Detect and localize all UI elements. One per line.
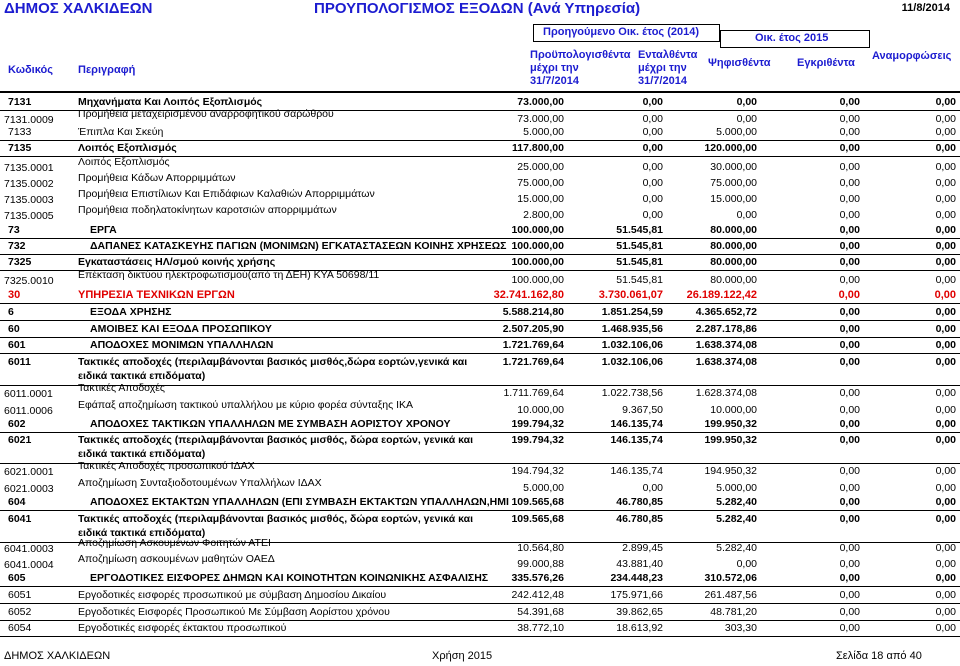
row-voted: 199.950,32 [704,418,757,430]
row-approved: 0,00 [839,356,860,368]
row-approved: 0,00 [839,240,860,252]
row-approved: 0,00 [839,482,860,494]
row-code: 30 [8,289,21,301]
row-revisions: 0,00 [935,240,956,252]
row-budgeted: 1.721.769,64 [502,339,564,351]
row-separator [0,254,960,255]
row-code: 732 [8,240,26,252]
row-separator [0,303,960,304]
row-budgeted: 1.711.769,64 [503,387,564,399]
row-description: Εργοδοτικές εισφορές έκτακτου προσωπικού [78,622,287,634]
row-approved: 0,00 [839,606,860,618]
row-budgeted: 75.000,00 [517,177,564,189]
col-budgeted-header: Προϋπολογισθέντα μέχρι την 31/7/2014 [530,49,631,87]
row-approved: 0,00 [839,113,860,125]
row-code: 6051 [8,589,32,601]
row-budgeted: 100.000,00 [511,240,564,252]
row-budgeted: 15.000,00 [517,193,564,205]
row-revisions: 0,00 [935,113,956,125]
row-approved: 0,00 [839,496,860,508]
header-separator [0,91,960,93]
row-voted: 80.000,00 [710,274,757,286]
row-voted: 0,00 [736,113,757,125]
row-voted: 80.000,00 [710,240,757,252]
row-description: Προμήθεια Κάδων Απορριμμάτων [78,172,236,184]
row-description: ΔΑΠΑΝΕΣ ΚΑΤΑΣΚΕΥΗΣ ΠΑΓΙΩΝ (ΜΟΝΙΜΩΝ) ΕΓΚΑΤΑΣΤΑΣΕΩΝ ΚΟΙΝΗΣ ΧΡΗΣΕΩΣ [90,240,507,252]
row-approved: 0,00 [839,96,860,108]
row-voted: 10.000,00 [710,404,757,416]
row-budgeted: 54.391,68 [517,606,564,618]
row-voted: 1.628.374,08 [695,387,757,399]
row-approved: 0,00 [839,339,860,351]
row-code: 7325 [8,256,32,268]
row-revisions: 0,00 [935,339,956,351]
row-description: Τακτικές αποδοχές (περιλαμβάνονται βασικός μισθός, δώρα εορτών, γενικά και [78,513,474,525]
row-code: 7131.0009 [4,114,54,126]
row-code: 7131 [8,96,32,108]
row-committed: 1.032.106,06 [601,356,663,368]
row-budgeted: 100.000,00 [511,224,564,236]
row-committed: 234.448,23 [610,572,663,584]
row-revisions: 0,00 [935,387,956,399]
row-voted: 303,30 [724,622,757,634]
row-committed: 51.545,81 [616,256,663,268]
row-description: ΕΡΓΟΔΟΤΙΚΕΣ ΕΙΣΦΟΡΕΣ ΔΗΜΩΝ ΚΑΙ ΚΟΙΝΟΤΗΤΩΝ ΚΟΙΝΩΝΙΚΗΣ ΑΣΦΑΛΙΣΗΣ [90,572,489,584]
row-revisions: 0,00 [935,606,956,618]
row-code: 60 [8,323,20,335]
row-code: 7135.0005 [4,210,54,222]
row-budgeted: 2.507.205,90 [502,323,564,335]
row-revisions: 0,00 [935,356,956,368]
row-code: 7133 [8,126,32,138]
col-committed-header-2: μέχρι την [638,62,687,74]
row-description: Τακτικές αποδοχές (περιλαμβάνονται βασικός μισθός,δώρα εορτών,γενικά και [78,356,468,368]
row-budgeted: 73.000,00 [517,113,564,125]
row-revisions: 0,00 [935,558,956,570]
row-code: 6054 [8,622,32,634]
row-committed: 146.135,74 [610,418,663,430]
footer-fiscal-year: Χρήση 2015 [432,650,493,662]
row-description: Προμήθεια μεταχειρισμένου αναρροφητικού σαρώθρου [78,108,334,120]
row-separator [0,636,960,637]
row-code: 7135.0001 [4,162,54,174]
row-revisions: 0,00 [935,323,956,335]
row-code: 6041.0004 [4,559,54,571]
row-voted: 80.000,00 [710,256,757,268]
row-budgeted: 2.800,00 [523,209,564,221]
row-committed: 0,00 [642,96,663,108]
row-revisions: 0,00 [935,404,956,416]
row-separator [0,510,960,511]
municipality-title: ΔΗΜΟΣ ΧΑΛΚΙΔΕΩΝ [4,0,153,17]
row-revisions: 0,00 [935,418,956,430]
col-voted-header: Ψηφισθέντα [708,57,771,69]
row-voted: 15.000,00 [710,193,757,205]
row-code: 605 [8,572,26,584]
row-description-cont: ειδικά τακτικά επιδόματα) [78,527,206,539]
row-budgeted: 100.000,00 [511,274,564,286]
row-budgeted: 335.576,26 [511,572,564,584]
row-revisions: 0,00 [935,434,956,446]
row-separator [0,238,960,239]
row-description: ΑΜΟΙΒΕΣ ΚΑΙ ΕΞΟΔΑ ΠΡΟΣΩΠΙΚΟΥ [90,323,272,335]
row-description: Εφάπαξ αποζημίωση τακτικού υπαλλήλου με κύριο φορέα σύνταξης ΙΚΑ [78,399,414,411]
row-code: 7135.0002 [4,178,54,190]
row-revisions: 0,00 [935,274,956,286]
row-code: 7135.0003 [4,194,54,206]
row-description: Τακτικές αποδοχές (περιλαμβάνονται βασικός μισθός, δώρα εορτών, γενικά και [78,434,474,446]
col-revisions-header: Αναμορφώσεις [872,50,952,62]
row-voted: 199.950,32 [704,434,757,446]
row-description: Αποζημίωση ασκουμένων μαθητών ΟΑΕΔ [78,553,275,565]
row-revisions: 0,00 [935,193,956,205]
row-code: 6011.0001 [4,388,53,400]
row-voted: 5.282,40 [716,496,757,508]
row-committed: 0,00 [642,161,663,173]
row-voted: 80.000,00 [710,224,757,236]
row-approved: 0,00 [839,177,860,189]
row-description-cont: ειδικά τακτικά επιδόματα) [78,370,206,382]
row-approved: 0,00 [839,387,860,399]
row-description: ΕΞΟΔΑ ΧΡΗΣΗΣ [90,306,172,318]
row-budgeted: 10.564,80 [517,542,564,554]
row-description: Τακτικές Αποδοχές προσωπικού ΙΔΑΧ [78,460,255,472]
col-code-header: Κωδικός [8,64,53,76]
row-description: Αποζημίωση Συνταξιοδοτουμένων Υπαλλήλων ΙΔΑΧ [78,477,322,489]
prev-year-label: Προηγούμενο Οικ. έτος (2014) [543,26,699,38]
row-separator [0,353,960,354]
row-description: Λοιπός Εξοπλισμός [78,156,170,168]
row-voted: 5.000,00 [716,482,757,494]
col-committed-header-3: 31/7/2014 [638,75,687,87]
row-revisions: 0,00 [935,306,956,318]
row-revisions: 0,00 [935,496,956,508]
row-voted: 0,00 [736,558,757,570]
row-revisions: 0,00 [935,256,956,268]
row-committed: 1.022.738,56 [601,387,663,399]
row-description: ΑΠΟΔΟΧΕΣ ΕΚΤΑΚΤΩΝ ΥΠΑΛΛΗΛΩΝ (ΕΠΙ ΣΥΜΒΑΣΗ ΕΚΤΑΚΤΩΝ ΥΠΑΛΛΗΛΩΝ,ΗΜΙ [90,496,509,508]
row-voted: 310.572,06 [704,572,757,584]
row-revisions: 0,00 [935,224,956,236]
row-revisions: 0,00 [935,209,956,221]
row-description: ΕΡΓΑ [90,224,117,236]
row-code: 73 [8,224,20,236]
row-approved: 0,00 [839,126,860,138]
row-approved: 0,00 [839,323,860,335]
row-budgeted: 32.741.162,80 [493,289,564,301]
row-separator [0,337,960,338]
row-voted: 1.638.374,08 [695,356,757,368]
row-separator [0,620,960,621]
row-budgeted: 73.000,00 [517,96,564,108]
row-code: 6021 [8,434,32,446]
row-voted: 30.000,00 [710,161,757,173]
row-budgeted: 194.794,32 [511,465,564,477]
row-approved: 0,00 [839,513,860,525]
row-committed: 0,00 [642,113,663,125]
row-separator [0,586,960,587]
row-revisions: 0,00 [935,572,956,584]
row-code: 7325.0010 [4,275,54,287]
row-budgeted: 109.565,68 [511,496,564,508]
row-committed: 175.971,66 [610,589,663,601]
row-revisions: 0,00 [935,177,956,189]
row-committed: 39.862,65 [616,606,663,618]
row-committed: 0,00 [642,209,663,221]
row-revisions: 0,00 [935,482,956,494]
row-budgeted: 109.565,68 [511,513,564,525]
row-voted: 5.282,40 [716,513,757,525]
row-revisions: 0,00 [935,142,956,154]
row-description: Αποζημίωση Ασκουμένων Φοιτητών ΑΤΕΙ [78,537,271,549]
footer-municipality: ΔΗΜΟΣ ΧΑΛΚΙΔΕΩΝ [4,650,111,662]
row-voted: 2.287.178,86 [695,323,757,335]
row-revisions: 0,00 [935,542,956,554]
row-code: 602 [8,418,26,430]
row-committed: 1.468.935,56 [601,323,663,335]
row-revisions: 0,00 [935,589,956,601]
row-code: 6041 [8,513,32,525]
row-committed: 46.780,85 [616,496,663,508]
row-description-cont: ειδικά τακτικά επιδόματα) [78,448,206,460]
row-committed: 46.780,85 [616,513,663,525]
row-code: 7135 [8,142,32,154]
row-budgeted: 1.721.769,64 [502,356,564,368]
row-committed: 0,00 [642,126,663,138]
row-committed: 51.545,81 [616,274,663,286]
row-code: 6052 [8,606,32,618]
row-code: 6011.0006 [4,405,53,417]
row-approved: 0,00 [839,572,860,584]
row-description: Επέκταση δικτύου ηλεκτροφωτισμού(από τη ΔΕΗ) ΚΥΑ 50698/11 [78,269,380,281]
row-approved: 0,00 [839,589,860,601]
row-separator [0,140,960,141]
row-description: Εργοδοτικές εισφορές προσωπικού με σύμβαση Δημοσίου Δικαίου [78,589,387,601]
row-approved: 0,00 [838,289,860,301]
row-revisions: 0,00 [935,126,956,138]
row-approved: 0,00 [839,418,860,430]
row-voted: 120.000,00 [704,142,757,154]
row-budgeted: 100.000,00 [511,256,564,268]
row-description: Προμήθεια Επιστίλιων Και Επιδάφιων Καλαθιών Απορριμμάτων [78,188,375,200]
row-description: Εγκαταστάσεις ΗΛ/σμού κοινής χρήσης [78,256,276,268]
row-budgeted: 117.800,00 [512,142,564,154]
report-date: 11/8/2014 [901,2,950,14]
row-committed: 1.032.106,06 [601,339,663,351]
row-approved: 0,00 [839,465,860,477]
row-description: ΑΠΟΔΟΧΕΣ ΤΑΚΤΙΚΩΝ ΥΠΑΛΛΗΛΩΝ ΜΕ ΣΥΜΒΑΣΗ ΑΟΡΙΣΤΟΥ ΧΡΟΝΟΥ [90,418,451,430]
row-approved: 0,00 [839,256,860,268]
row-approved: 0,00 [839,209,860,221]
row-description: Έπιπλα Και Σκεύη [78,126,164,138]
row-budgeted: 5.000,00 [523,126,564,138]
row-committed: 0,00 [642,482,663,494]
row-approved: 0,00 [839,434,860,446]
row-committed: 18.613,92 [616,622,663,634]
row-description: Μηχανήματα Και Λοιπός Εξοπλισμός [78,96,263,108]
row-code: 601 [8,339,26,351]
row-committed: 51.545,81 [616,240,663,252]
row-code: 6021.0003 [4,483,54,495]
row-budgeted: 242.412,48 [511,589,564,601]
row-approved: 0,00 [839,306,860,318]
row-voted: 0,00 [736,209,757,221]
row-description: Τακτικές Αποδοχές [78,382,165,394]
row-voted: 4.365.652,72 [695,306,757,318]
row-committed: 0,00 [642,177,663,189]
row-code: 6041.0003 [4,543,54,555]
row-approved: 0,00 [839,193,860,205]
row-revisions: 0,00 [935,96,956,108]
row-voted: 5.282,40 [716,542,757,554]
row-committed: 0,00 [642,193,663,205]
row-approved: 0,00 [839,404,860,416]
row-committed: 3.730.061,07 [598,289,663,301]
row-revisions: 0,00 [935,465,956,477]
row-voted: 48.781,20 [710,606,757,618]
row-voted: 1.638.374,08 [695,339,757,351]
row-separator [0,320,960,321]
row-code: 6021.0001 [4,466,54,478]
row-approved: 0,00 [839,224,860,236]
col-committed-header-1: Ενταλθέντα [638,49,698,61]
row-budgeted: 5.588.214,80 [502,306,564,318]
row-committed: 146.135,74 [610,434,663,446]
row-voted: 0,00 [736,96,757,108]
footer-page-number: Σελίδα 18 από 40 [836,650,922,662]
row-budgeted: 199.794,32 [511,418,564,430]
row-revisions: 0,00 [934,289,956,301]
row-separator [0,603,960,604]
row-committed: 0,00 [642,142,663,154]
col-approved-header: Εγκριθέντα [797,57,855,69]
row-committed: 51.545,81 [616,224,663,236]
row-voted: 26.189.122,42 [686,289,757,301]
row-revisions: 0,00 [935,513,956,525]
report-title: ΠΡΟΥΠΟΛΟΓΙΣΜΟΣ ΕΞΟΔΩΝ (Ανά Υπηρεσία) [314,0,641,17]
row-committed: 2.899,45 [622,542,663,554]
row-budgeted: 199.794,32 [511,434,564,446]
row-approved: 0,00 [839,274,860,286]
row-budgeted: 38.772,10 [517,622,564,634]
row-budgeted: 25.000,00 [517,161,564,173]
row-voted: 194.950,32 [704,465,757,477]
row-approved: 0,00 [839,142,860,154]
row-budgeted: 99.000,88 [517,558,564,570]
row-approved: 0,00 [839,558,860,570]
row-separator [0,432,960,433]
row-approved: 0,00 [839,622,860,634]
row-committed: 43.881,40 [616,558,663,570]
row-description: ΑΠΟΔΟΧΕΣ ΜΟΝΙΜΩΝ ΥΠΑΛΛΗΛΩΝ [90,339,274,351]
col-desc-header: Περιγραφή [78,64,136,76]
row-description: ΥΠΗΡΕΣΙΑ ΤΕΧΝΙΚΩΝ ΕΡΓΩΝ [78,289,235,301]
curr-year-label: Οικ. έτος 2015 [755,32,829,44]
row-description: Προμήθεια ποδηλατοκίνητων καροτσιών απορριμμάτων [78,204,337,216]
row-voted: 75.000,00 [710,177,757,189]
row-approved: 0,00 [839,542,860,554]
row-voted: 5.000,00 [716,126,757,138]
row-code: 6 [8,306,14,318]
row-committed: 9.367,50 [622,404,663,416]
row-revisions: 0,00 [935,622,956,634]
row-voted: 261.487,56 [704,589,757,601]
row-committed: 146.135,74 [610,465,663,477]
row-revisions: 0,00 [935,161,956,173]
row-budgeted: 10.000,00 [517,404,564,416]
row-description: Λοιπός Εξοπλισμός [78,142,177,154]
row-approved: 0,00 [839,161,860,173]
row-committed: 1.851.254,59 [601,306,663,318]
row-code: 6011 [8,356,31,368]
row-code: 604 [8,496,26,508]
row-description: Εργοδοτικές Εισφορές Προσωπικού Με Σύμβαση Αορίστου χρόνου [78,606,390,618]
row-budgeted: 5.000,00 [523,482,564,494]
